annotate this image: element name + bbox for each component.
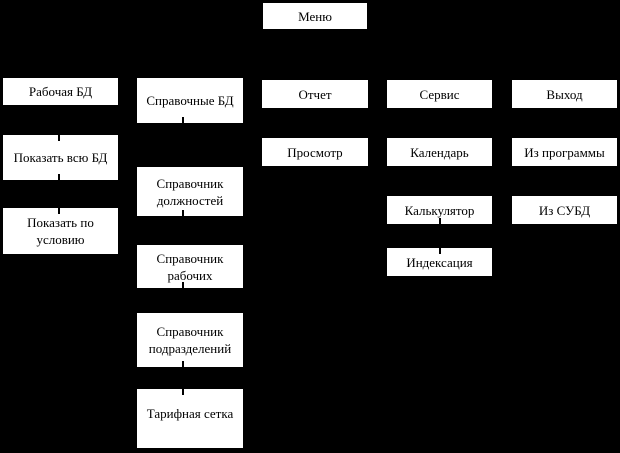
diagram-node-workers-directory: Справочник рабочих <box>137 245 243 288</box>
diagram-node-service: Сервис <box>387 80 492 108</box>
connector-tick <box>182 361 184 373</box>
connector-tick <box>182 282 184 294</box>
connector-tick <box>439 218 441 230</box>
diagram-node-preview: Просмотр <box>262 138 368 166</box>
diagram-node-exit: Выход <box>512 80 617 108</box>
diagram-node-indexing: Индексация <box>387 248 492 276</box>
diagram-node-tariff-grid: Тарифная сетка <box>137 389 243 448</box>
diagram-node-calendar: Календарь <box>387 138 492 166</box>
connector-tick <box>182 117 184 129</box>
connector-tick <box>182 383 184 395</box>
connector-tick <box>58 129 60 141</box>
diagram-node-menu: Меню <box>263 3 367 29</box>
diagram-node-show-by-condition: Показать по условию <box>3 208 118 254</box>
diagram-node-exit-program: Из программы <box>512 138 617 166</box>
connector-tick <box>58 202 60 214</box>
diagram-node-positions-directory: Справочник должностей <box>137 167 243 216</box>
diagram-node-exit-dbms: Из СУБД <box>512 196 617 224</box>
diagram-node-show-all-db: Показать всю БД <box>3 135 118 180</box>
diagram-node-report: Отчет <box>262 80 368 108</box>
diagram-node-calculator: Калькулятор <box>387 196 492 224</box>
connector-tick <box>439 242 441 254</box>
connector-tick <box>182 210 184 222</box>
diagram-node-departments-directory: Справочник подразделений <box>137 313 243 367</box>
diagram-node-reference-dbs: Справочные БД <box>137 78 243 123</box>
diagram-node-working-db: Рабочая БД <box>3 78 118 105</box>
connector-tick <box>58 174 60 186</box>
